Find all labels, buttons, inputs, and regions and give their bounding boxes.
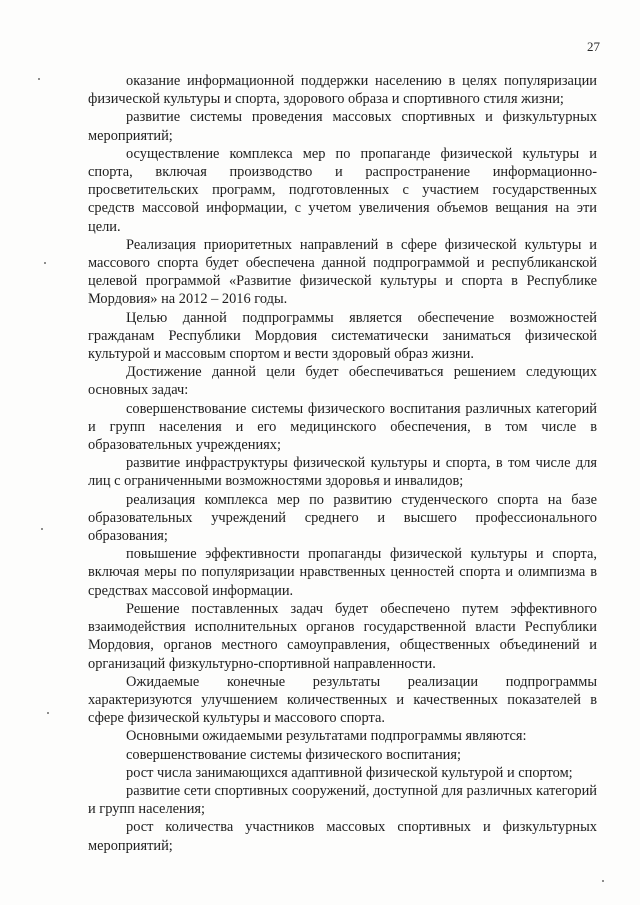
scan-speck — [44, 262, 46, 264]
scan-speck — [38, 78, 40, 80]
paragraph: повышение эффективности пропаганды физической культуры и спорта, включая меры по популяризации нравственных ценностей спорта и олимпизма в средствах массовой информации. — [88, 546, 597, 599]
paragraph: Достижение данной цели будет обеспечиваться решением следующих основных задач: — [88, 364, 597, 399]
paragraph: совершенствование системы физического воспитания; — [126, 746, 462, 763]
paragraph: совершенствование системы физического воспитания различных категорий и групп населения и его медицинского обеспечения, в том числе в образовательных учреждениях; — [88, 400, 597, 454]
paragraph: Ожидаемые конечные результаты реализации подпрограммы характеризуются улучшением количественных и качественных показателей в сфере физической культуры и массового спорта. — [88, 673, 597, 727]
paragraph: Решение поставленных задач будет обеспечено путем эффективного взаимодействия исполнительных органов государственной власти Республики Мордовия, органов местного самоуправления, общественных объединений и организаций физкультурно-спортивной направленности. — [88, 600, 597, 672]
scan-speck — [47, 712, 49, 714]
paragraph: оказание информационной поддержки населению в целях популяризации физической культуры и спорта, здорового образа и спортивного стиля жизни; — [88, 73, 597, 108]
paragraph: рост количества участников массовых спортивных и физкультурных мероприятий; — [88, 819, 597, 854]
paragraph: развитие системы проведения массовых спортивных и физкультурных мероприятий; — [88, 109, 597, 144]
paragraph: Целью данной подпрограммы является обеспечение возможностей гражданам Республики Мордовия систематически заниматься физической культурой и массовым спортом и вести здоровый образ жизни. — [88, 309, 597, 363]
scan-speck — [602, 880, 604, 882]
paragraph: Основными ожидаемыми результатами подпрограммы являются: — [126, 728, 527, 745]
paragraph: реализация комплекса мер по развитию студенческого спорта на базе образовательных учреждений среднего и высшего профессионального образования; — [88, 491, 597, 545]
body-text — [88, 72, 597, 855]
paragraph: осуществление комплекса мер по пропаганде физической культуры и спорта, включая производство и распространение информационно-просветительских программ, подготовленных с участием государственных средств массовой информации, с учетом увеличения объемов вещания на эти цели. — [88, 145, 597, 235]
paragraph: развитие инфраструктуры физической культуры и спорта, в том числе для лиц с ограниченными возможностями здоровья и инвалидов; — [88, 455, 597, 490]
scan-speck — [41, 528, 43, 530]
paragraph: Реализация приоритетных направлений в сфере физической культуры и массового спорта будет обеспечена данной подпрограммой и республиканской целевой программой «Развитие физической культуры и спорта в Республике Мордовия» на 2012 – 2016 годы. — [88, 236, 597, 308]
paragraph: развитие сети спортивных сооружений, доступной для различных категорий и групп населения; — [88, 782, 597, 818]
paragraph: рост числа занимающихся адаптивной физической культурой и спортом; — [126, 764, 573, 781]
page-number: 27 — [587, 39, 600, 54]
